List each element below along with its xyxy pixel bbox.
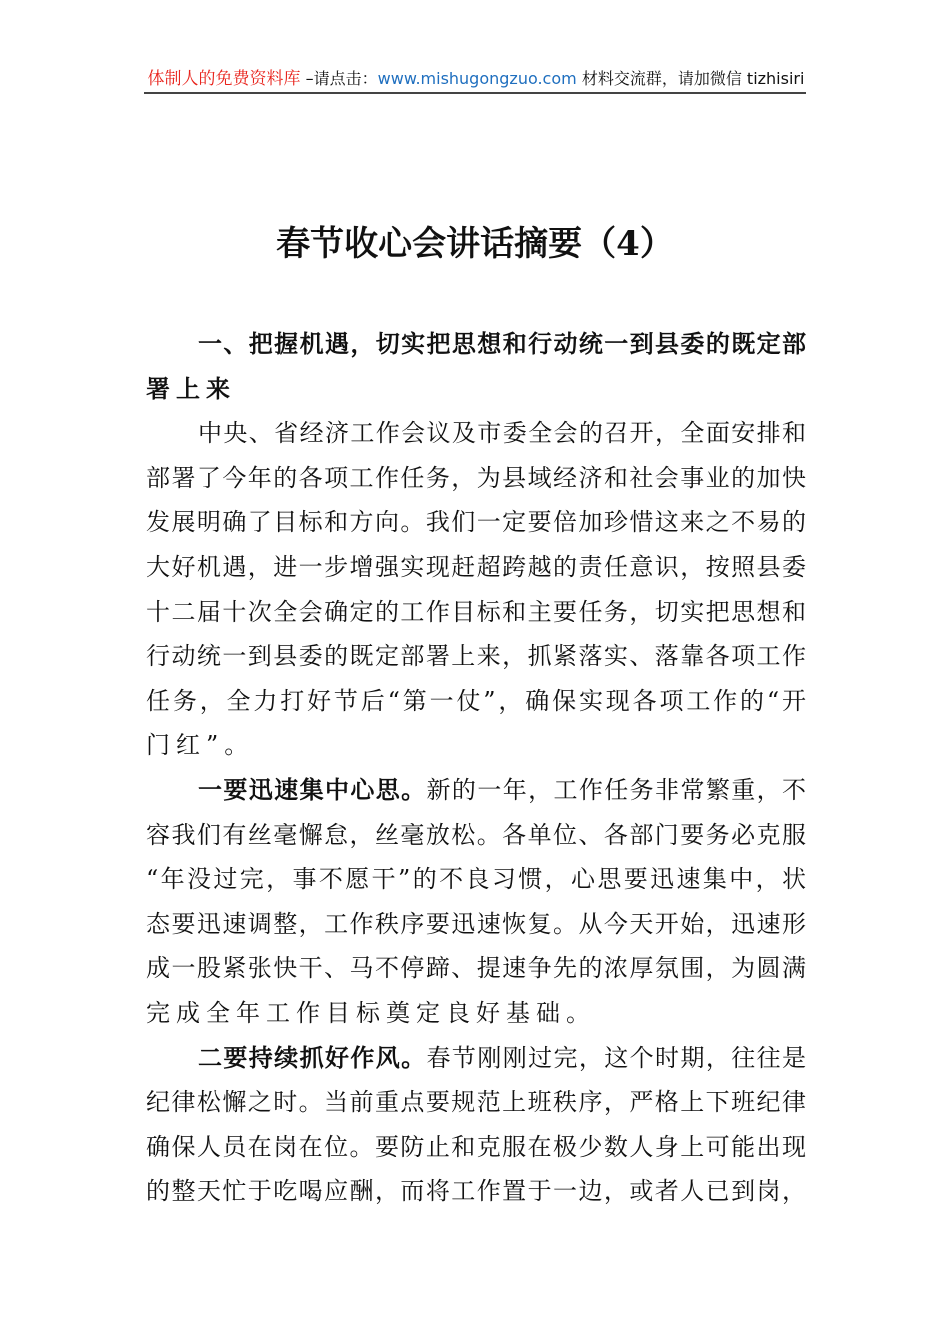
paragraph-2 (146, 768, 806, 1036)
heading-line: 一、把握机遇，切实把思想和行动统一到县委的既定部 (198, 330, 806, 358)
text-line: 纪律松懈之时。当前重点要规范上班秩序，严格上下班纪律 (146, 1088, 806, 1117)
text-line: “年没过完，事不愿干”的不良习惯，心思要迅速集中，状 (146, 865, 806, 894)
text-line: 十二届十次全会确定的工作目标和主要任务，切实把思想和 (146, 597, 806, 626)
text-span: 春节刚刚过完，这个时期，往往是 (426, 1043, 807, 1072)
text-line (146, 1036, 806, 1081)
text-line: 确保人员在岗在位。要防止和克服在极少数人身上可能出现 (146, 1132, 806, 1161)
heading-line: 署上来 (146, 374, 236, 403)
click-prompt: –请点击： (305, 69, 378, 88)
text-line: 成一股紧张快干、马不停蹄、提速争先的浓厚氛围，为圆满 (146, 954, 806, 983)
text-line: 大好机遇，进一步增强实现赶超跨越的责任意识，按照县委 (146, 552, 806, 581)
site-name: 体制人的免费资料库 (147, 69, 301, 89)
section-heading (146, 322, 806, 411)
header-divider (144, 92, 806, 94)
text-line: 任务，全力打好节后“第一仗”，确保实现各项工作的“开 (146, 686, 806, 715)
text-line: 行动统一到县委的既定部署上来，抓紧落实、落靠各项工作 (146, 642, 806, 671)
website-link[interactable]: www.mishugongzuo.com (377, 69, 577, 88)
wechat-note: 材料交流群，请加微信 tizhisiri (581, 69, 805, 88)
page-header-banner (146, 68, 806, 90)
document-body (146, 322, 806, 1214)
text-line: 的整天忙于吃喝应酬，而将工作置于一边，或者人已到岗， (146, 1177, 806, 1206)
text-line: 中央、省经济工作会议及市委全会的召开，全面安排和 (198, 419, 806, 448)
text-line: 发展明确了目标和方向。我们一定要倍加珍惜这来之不易的 (146, 508, 806, 537)
text-line (146, 768, 806, 813)
paragraph-lead: 二要持续抓好作风。 (198, 1043, 427, 1072)
paragraph-3 (146, 1036, 806, 1214)
text-line: 部署了今年的各项工作任务，为县域经济和社会事业的加快 (146, 463, 806, 492)
text-line: 门红”。 (146, 731, 255, 760)
paragraph-lead: 一要迅速集中心思。 (198, 775, 427, 804)
paragraph-1 (146, 411, 806, 768)
text-line: 完成全年工作目标奠定良好基础。 (146, 998, 596, 1027)
document-title: 春节收心会讲话摘要（4） (276, 224, 674, 264)
text-line: 态要迅速调整，工作秩序要迅速恢复。从今天开始，迅速形 (146, 909, 806, 938)
text-span: 新的一年，工作任务非常繁重，不 (426, 775, 807, 804)
text-line: 容我们有丝毫懈怠，丝毫放松。各单位、各部门要务必克服 (146, 820, 806, 849)
